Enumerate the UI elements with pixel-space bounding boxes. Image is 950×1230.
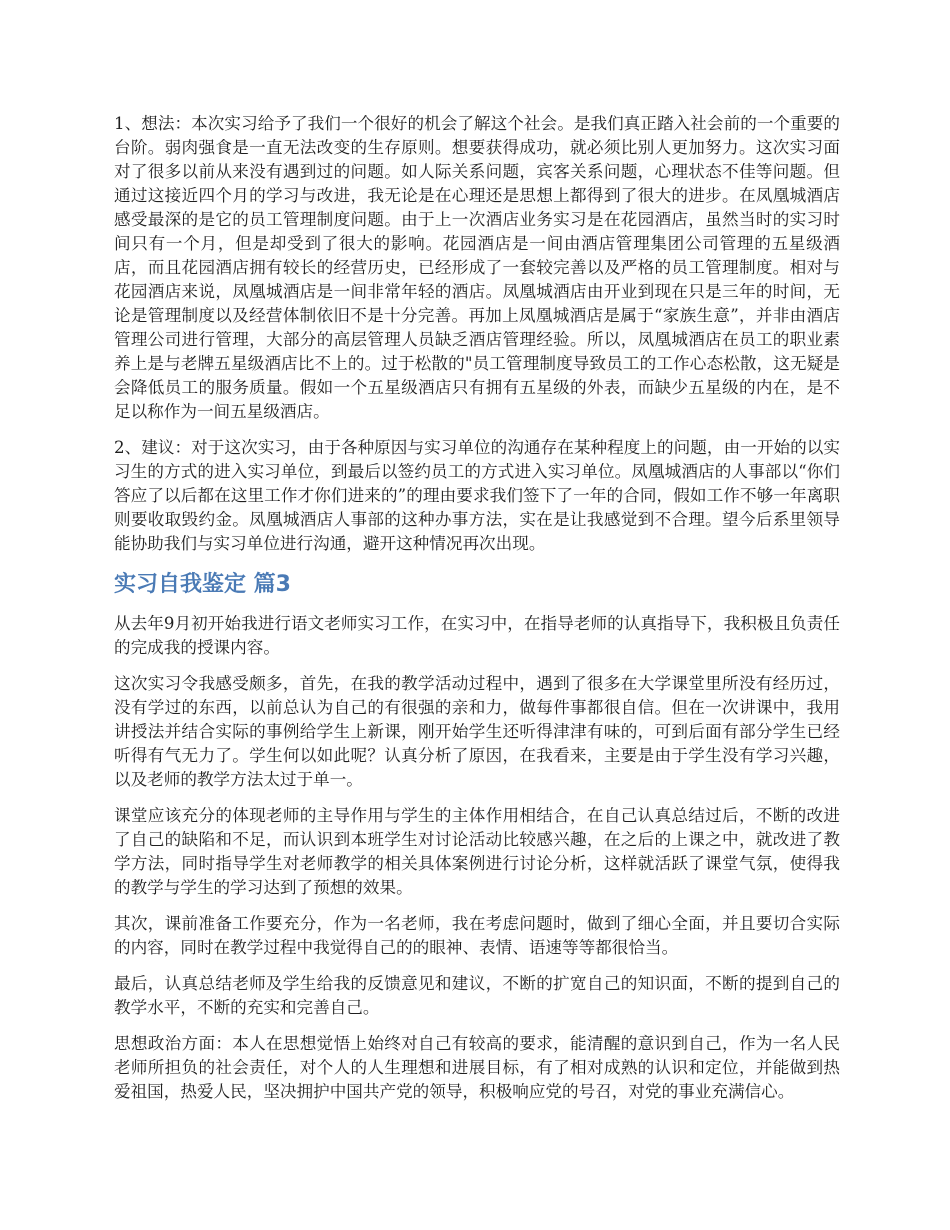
paragraph-intro: 从去年9月初开始我进行语文老师实习工作，在实习中，在指导老师的认真指导下，我积极且负责任的完成我的授课内容。 [114,614,840,657]
paragraph-preparation: 其次，课前准备工作要充分，作为一名老师，我在考虑问题时，做到了细心全面，并且要切合实际的内容，同时在教学过程中我觉得自己的的眼神、表情、语速等等都很恰当。 [114,914,840,957]
paragraph-thoughts: 1、想法：本次实习给予了我们一个很好的机会了解这个社会。是我们真正踏入社会前的一个重要的台阶。弱肉强食是一直无法改变的生存原则。想要获得成功，就必须比别人更加努力。这次实习面对了很多以前从来没有遇到过的问题。如人际关系问题，宾客关系问题，心理状态不佳等问题。但通过这接近四个月的学习与改进，我无论是在心理还是思想上都得到了很大的进步。在凤凰城酒店感受最深的是它的员工管理制度问题。由于上一次酒店业务实习是在花园酒店，虽然当时的实习时间只有一个月，但是却受到了很大的影响。花园酒店是一间由酒店管理集团公司管理的五星级酒店，而且花园酒店拥有较长的经营历史，已经形成了一套较完善以及严格的员工管理制度。相对与花园酒店来说，凤凰城酒店是一间非常年轻的酒店。凤凰城酒店由开业到现在只是三年的时间，无论是管理制度以及经营体制依旧不是十分完善。再加上凤凰城酒店是属于“家族生意”，并非由酒店管理公司进行管理，大部分的高层管理人员缺乏酒店管理经验。所以，凤凰城酒店在员工的职业素养上是与老牌五星级酒店比不上的。过于松散的"员工管理制度导致员工的工作心态松散，这无疑是会降低员工的服务质量。假如一个五星级酒店只有拥有五星级的外表，而缺少五星级的内在，是不足以称作为一间五星级酒店。 [114,114,840,421]
paragraph-feedback: 最后，认真总结老师及学生给我的反馈意见和建议，不断的扩宽自己的知识面，不断的提到自己的教学水平，不断的充实和完善自己。 [114,974,840,1017]
paragraph-reflection: 这次实习令我感受颇多，首先，在我的教学活动过程中，遇到了很多在大学课堂里所没有经历过，没有学过的东西，以前总认为自己的有很强的亲和力，做每件事都很自信。但在一次讲课中，我用讲授法并结合实际的事例给学生上新课，刚开始学生还听得津津有味的，可到后面有部分学生已经听得有气无力了。学生何以如此呢？认真分析了原因，在我看来，主要是由于学生没有学习兴趣，以及老师的教学方法太过于单一。 [114,674,840,789]
paragraph-suggestions: 2、建议：对于这次实习，由于各种原因与实习单位的沟通存在某种程度上的问题，由一开始的以实习生的方式的进入实习单位，到最后以签约员工的方式进入实习单位。凤凰城酒店的人事部以“你们答应了以后都在这里工作才你们进来的”的理由要求我们签下了一年的合同，假如工作不够一年离职则要收取毁约金。凤凰城酒店人事部的这种办事方法，实在是让我感觉到不合理。望今后系里领导能协助我们与实习单位进行沟通，避开这种情况再次出现。 [114,438,840,553]
paragraph-classroom: 课堂应该充分的体现老师的主导作用与学生的主体作用相结合，在自己认真总结过后，不断的改进了自己的缺陷和不足，而认识到本班学生对讨论活动比较感兴趣，在之后的上课之中，就改进了教学方法，同时指导学生对老师教学的相关具体案例进行讨论分析，这样就活跃了课堂气氛，使得我的教学与学生的学习达到了预想的效果。 [114,806,840,897]
document-page [114,112,840,1116]
section-heading: 实习自我鉴定 篇3 [114,572,291,597]
paragraph-political: 思想政治方面：本人在思想觉悟上始终对自己有较高的要求，能清醒的意识到自己，作为一名人民老师所担负的社会责任，对个人的人生理想和进展目标，有了相对成熟的认识和定位，并能做到热爱祖国，热爱人民，坚决拥护中国共产党的领导，积极响应党的号召，对党的事业充满信心。 [114,1034,840,1101]
